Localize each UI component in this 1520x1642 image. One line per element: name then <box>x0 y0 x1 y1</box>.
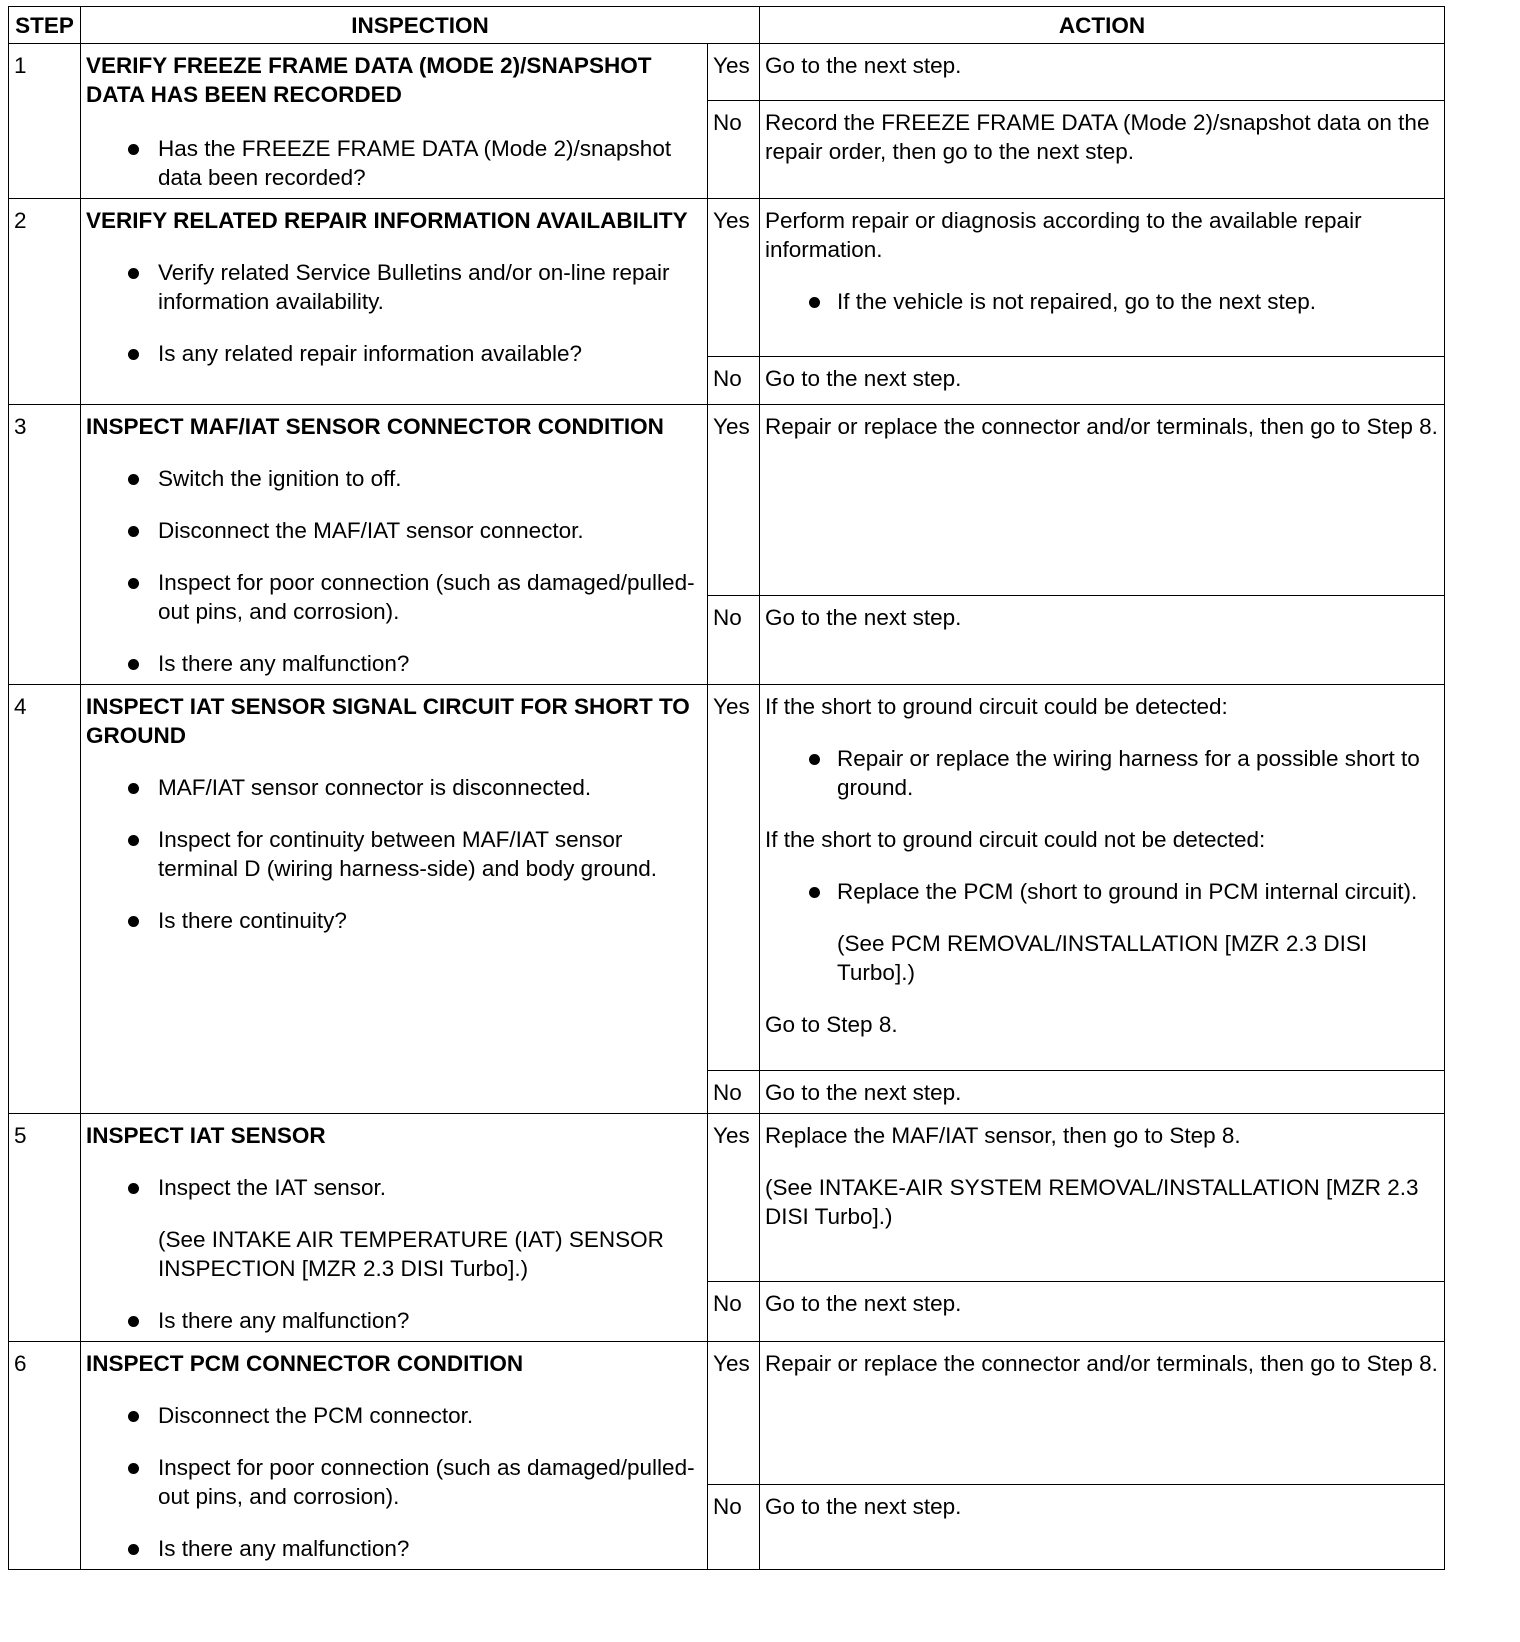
no-action: Go to the next step. <box>760 357 1445 405</box>
step-number: 6 <box>9 1342 81 1570</box>
inspection-bullets <box>86 258 702 368</box>
step-number: 1 <box>9 44 81 199</box>
table-row <box>9 685 1445 1071</box>
action-text: Go to Step 8. <box>765 1012 898 1037</box>
action-bullets <box>765 744 1439 802</box>
action-reference-note: (See PCM REMOVAL/INSTALLATION [MZR 2.3 DISI Turbo].) <box>837 931 1368 985</box>
yes-label: Yes <box>708 44 760 101</box>
inspection-bullets <box>86 134 702 192</box>
action-text: If the short to ground circuit could be detected: <box>765 694 1228 719</box>
inspection-title: INSPECT PCM CONNECTOR CONDITION <box>86 1351 524 1376</box>
bullet-item: Is there any malfunction? <box>86 1306 702 1335</box>
inspection-title: INSPECT IAT SENSOR SIGNAL CIRCUIT FOR SHORT TO GROUND <box>86 694 690 748</box>
no-action: Go to the next step. <box>760 1282 1445 1342</box>
inspection-bullets <box>86 1401 702 1563</box>
bullet-item: Disconnect the PCM connector. <box>86 1401 702 1430</box>
header-inspection: INSPECTION <box>81 7 760 44</box>
table-row <box>9 44 1445 101</box>
bullet-item: Inspect for poor connection (such as damaged/pulled-out pins, and corrosion). <box>86 568 702 626</box>
yes-action <box>760 1114 1445 1282</box>
inspection-title: INSPECT MAF/IAT SENSOR CONNECTOR CONDITION <box>86 414 664 439</box>
yes-label: Yes <box>708 199 760 357</box>
inspection-reference-note: (See INTAKE AIR TEMPERATURE (IAT) SENSOR INSPECTION [MZR 2.3 DISI Turbo].) <box>158 1227 664 1281</box>
yes-label: Yes <box>708 1114 760 1282</box>
inspection-title: INSPECT IAT SENSOR <box>86 1123 326 1148</box>
inspection-cell <box>81 685 708 1114</box>
yes-label: Yes <box>708 405 760 596</box>
bullet-item: Is there any malfunction? <box>86 649 702 678</box>
yes-action <box>760 1342 1445 1485</box>
bullet-item: Inspect for poor connection (such as damaged/pulled-out pins, and corrosion). <box>86 1453 702 1511</box>
bullet-item: Inspect the IAT sensor. <box>86 1173 702 1202</box>
step-number: 5 <box>9 1114 81 1342</box>
bullet-item: Is there continuity? <box>86 906 702 935</box>
inspection-title: VERIFY FREEZE FRAME DATA (MODE 2)/SNAPSHOT DATA HAS BEEN RECORDED <box>86 53 652 107</box>
header-step: STEP <box>9 7 81 44</box>
no-label: No <box>708 357 760 405</box>
no-action: Go to the next step. <box>760 1485 1445 1570</box>
bullet-item: If the vehicle is not repaired, go to the next step. <box>765 287 1439 316</box>
action-bullets <box>765 877 1439 906</box>
action-text: Replace the MAF/IAT sensor, then go to Step 8. <box>765 1123 1241 1148</box>
inspection-cell <box>81 199 708 405</box>
yes-label: Yes <box>708 1342 760 1485</box>
inspection-cell <box>81 1342 708 1570</box>
inspection-cell <box>81 1114 708 1342</box>
step-number: 4 <box>9 685 81 1114</box>
no-label: No <box>708 101 760 199</box>
bullet-item: Disconnect the MAF/IAT sensor connector. <box>86 516 702 545</box>
step-number: 3 <box>9 405 81 685</box>
header-action: ACTION <box>760 7 1445 44</box>
inspection-bullets <box>86 1173 702 1202</box>
action-bullets <box>765 287 1439 316</box>
no-label: No <box>708 1282 760 1342</box>
step-number: 2 <box>9 199 81 405</box>
bullet-item: Verify related Service Bulletins and/or on-line repair information availability. <box>86 258 702 316</box>
no-action: Go to the next step. <box>760 1071 1445 1114</box>
no-label: No <box>708 1485 760 1570</box>
inspection-title: VERIFY RELATED REPAIR INFORMATION AVAILABILITY <box>86 208 688 233</box>
table-row <box>9 405 1445 596</box>
action-text: If the short to ground circuit could not be detected: <box>765 827 1266 852</box>
no-label: No <box>708 596 760 685</box>
table-header-row <box>9 7 1445 44</box>
bullet-item: Replace the PCM (short to ground in PCM internal circuit). <box>765 877 1439 906</box>
yes-action <box>760 405 1445 596</box>
yes-label: Yes <box>708 685 760 1071</box>
table-row <box>9 199 1445 357</box>
inspection-cell <box>81 44 708 199</box>
inspection-cell <box>81 405 708 685</box>
table-row <box>9 1342 1445 1485</box>
action-text: Repair or replace the connector and/or terminals, then go to Step 8. <box>765 414 1438 439</box>
bullet-item: Inspect for continuity between MAF/IAT sensor terminal D (wiring harness-side) and body ground. <box>86 825 702 883</box>
bullet-item: Is there any malfunction? <box>86 1534 702 1563</box>
yes-action <box>760 44 1445 101</box>
no-action: Go to the next step. <box>760 596 1445 685</box>
bullet-item: Has the FREEZE FRAME DATA (Mode 2)/snapshot data been recorded? <box>86 134 702 192</box>
inspection-bullets <box>86 773 702 935</box>
bullet-item: Switch the ignition to off. <box>86 464 702 493</box>
bullet-item: MAF/IAT sensor connector is disconnected. <box>86 773 702 802</box>
table-row <box>9 1114 1445 1282</box>
action-text: Repair or replace the connector and/or terminals, then go to Step 8. <box>765 1351 1438 1376</box>
no-label: No <box>708 1071 760 1114</box>
bullet-item: Is any related repair information available? <box>86 339 702 368</box>
yes-action <box>760 199 1445 357</box>
yes-action <box>760 685 1445 1071</box>
action-text: Perform repair or diagnosis according to the available repair information. <box>765 208 1362 262</box>
action-reference-note: (See INTAKE-AIR SYSTEM REMOVAL/INSTALLATION [MZR 2.3 DISI Turbo].) <box>765 1175 1419 1229</box>
inspection-bullets <box>86 1306 702 1335</box>
bullet-item: Repair or replace the wiring harness for a possible short to ground. <box>765 744 1439 802</box>
inspection-bullets <box>86 464 702 678</box>
diagnostic-procedure-table <box>8 6 1445 1570</box>
action-text: Go to the next step. <box>765 53 962 78</box>
no-action: Record the FREEZE FRAME DATA (Mode 2)/snapshot data on the repair order, then go to the next step. <box>760 101 1445 199</box>
